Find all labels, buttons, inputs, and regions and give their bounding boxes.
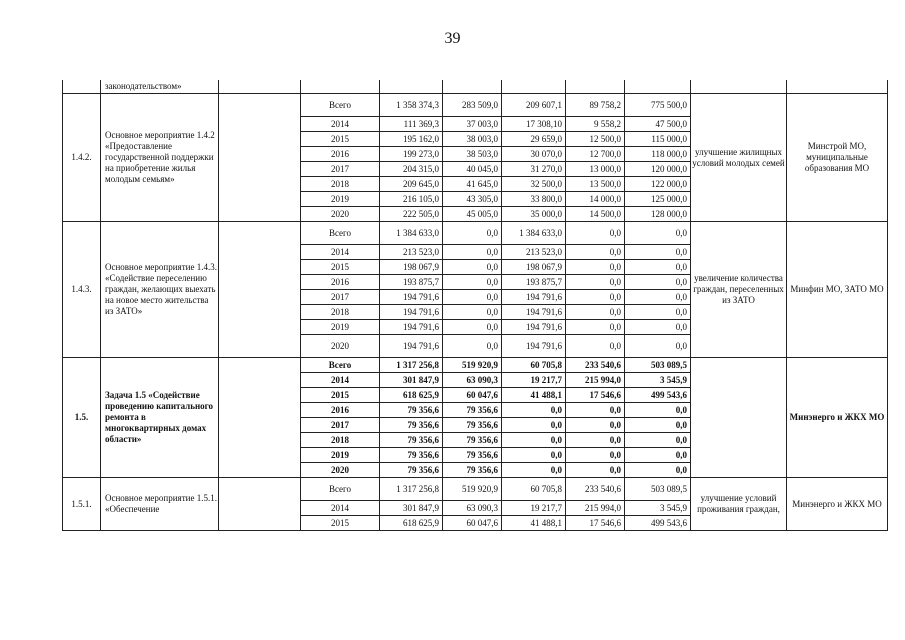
section-name: Задача 1.5 «Содействие проведению капитального ремонта в многоквартирных домах области» — [101, 358, 219, 478]
year-cell: 2020 — [301, 207, 380, 222]
year-cell: 2014 — [301, 501, 380, 516]
value-cell: 111 369,3 — [380, 117, 443, 132]
value-cell: 37 003,0 — [443, 117, 502, 132]
executor-cell — [787, 80, 888, 94]
value-cell: 45 005,0 — [443, 207, 502, 222]
value-cell: 79 356,6 — [380, 433, 443, 448]
value-cell — [566, 80, 625, 94]
section-code: 1.5.1. — [63, 478, 101, 531]
empty-cell — [219, 358, 301, 478]
value-cell: 32 500,0 — [502, 177, 566, 192]
value-cell: 0,0 — [625, 463, 691, 478]
year-cell: 2019 — [301, 448, 380, 463]
value-cell: 19 217,7 — [502, 501, 566, 516]
table-row — [63, 222, 888, 245]
value-cell: 0,0 — [566, 335, 625, 358]
value-cell: 31 270,0 — [502, 162, 566, 177]
section-name: Основное мероприятие 1.4.2 «Предоставление государственной поддержки на приобретение жилья молодым семьям» — [101, 94, 219, 222]
value-cell: 0,0 — [443, 290, 502, 305]
value-cell: 9 558,2 — [566, 117, 625, 132]
value-cell: 198 067,9 — [380, 260, 443, 275]
value-cell: 125 000,0 — [625, 192, 691, 207]
value-cell: 63 090,3 — [443, 501, 502, 516]
value-cell: 0,0 — [502, 403, 566, 418]
value-cell: 195 162,0 — [380, 132, 443, 147]
value-cell: 618 625,9 — [380, 516, 443, 531]
value-cell: 12 500,0 — [566, 132, 625, 147]
value-cell: 215 994,0 — [566, 501, 625, 516]
table-row — [63, 478, 888, 501]
year-cell: 2017 — [301, 290, 380, 305]
value-cell: 79 356,6 — [380, 448, 443, 463]
value-cell: 3 545,9 — [625, 501, 691, 516]
value-cell: 1 317 256,8 — [380, 358, 443, 373]
year-cell: 2014 — [301, 373, 380, 388]
value-cell — [380, 80, 443, 94]
value-cell: 0,0 — [502, 463, 566, 478]
value-cell: 503 089,5 — [625, 478, 691, 501]
value-cell: 301 847,9 — [380, 501, 443, 516]
value-cell: 199 273,0 — [380, 147, 443, 162]
section-code: 1.5. — [63, 358, 101, 478]
value-cell: 29 659,0 — [502, 132, 566, 147]
value-cell: 0,0 — [443, 260, 502, 275]
year-cell: 2016 — [301, 403, 380, 418]
empty-cell — [219, 222, 301, 358]
value-cell: 0,0 — [566, 320, 625, 335]
year-cell: 2014 — [301, 117, 380, 132]
value-cell: 17 308,10 — [502, 117, 566, 132]
year-cell: 2015 — [301, 132, 380, 147]
executor-cell: Минстрой МО, муниципальные образования МО — [787, 94, 888, 222]
value-cell: 60 705,8 — [502, 358, 566, 373]
value-cell: 222 505,0 — [380, 207, 443, 222]
executor-cell: Минфин МО, ЗАТО МО — [787, 222, 888, 358]
value-cell: 0,0 — [566, 448, 625, 463]
value-cell: 79 356,6 — [380, 403, 443, 418]
year-cell: 2020 — [301, 335, 380, 358]
year-cell: 2020 — [301, 463, 380, 478]
value-cell: 194 791,6 — [502, 305, 566, 320]
year-cell: 2015 — [301, 260, 380, 275]
result-cell: увеличение количества граждан, переселенных из ЗАТО — [691, 222, 787, 358]
value-cell: 283 509,0 — [443, 94, 502, 117]
value-cell: 79 356,6 — [443, 418, 502, 433]
value-cell: 519 920,9 — [443, 358, 502, 373]
empty-cell — [219, 478, 301, 531]
value-cell: 194 791,6 — [502, 335, 566, 358]
empty-cell — [219, 94, 301, 222]
value-cell: 60 047,6 — [443, 516, 502, 531]
name-cell: законодательством» — [101, 80, 219, 94]
value-cell: 0,0 — [625, 290, 691, 305]
executor-cell: Минэнерго и ЖКХ МО — [787, 358, 888, 478]
value-cell: 194 791,6 — [380, 320, 443, 335]
value-cell: 618 625,9 — [380, 388, 443, 403]
table-row — [63, 94, 888, 117]
value-cell: 194 791,6 — [502, 290, 566, 305]
value-cell: 60 705,8 — [502, 478, 566, 501]
code-cell — [63, 80, 101, 94]
value-cell: 40 045,0 — [443, 162, 502, 177]
executor-cell: Минэнерго и ЖКХ МО — [787, 478, 888, 531]
value-cell: 1 317 256,8 — [380, 478, 443, 501]
value-cell: 0,0 — [625, 433, 691, 448]
table-row — [63, 80, 888, 94]
value-cell: 194 791,6 — [380, 305, 443, 320]
value-cell: 209 607,1 — [502, 94, 566, 117]
value-cell: 194 791,6 — [380, 290, 443, 305]
result-cell: улучшение условий проживания граждан, — [691, 478, 787, 531]
table-row — [63, 358, 888, 373]
value-cell: 13 000,0 — [566, 162, 625, 177]
value-cell: 120 000,0 — [625, 162, 691, 177]
value-cell: 14 500,0 — [566, 207, 625, 222]
year-cell: Всего — [301, 222, 380, 245]
value-cell: 128 000,0 — [625, 207, 691, 222]
value-cell — [443, 80, 502, 94]
value-cell: 122 000,0 — [625, 177, 691, 192]
value-cell: 17 546,6 — [566, 516, 625, 531]
value-cell: 89 758,2 — [566, 94, 625, 117]
value-cell: 0,0 — [502, 448, 566, 463]
result-cell: улучшение жилищных условий молодых семей — [691, 94, 787, 222]
value-cell: 0,0 — [566, 245, 625, 260]
value-cell: 79 356,6 — [380, 418, 443, 433]
value-cell: 233 540,6 — [566, 478, 625, 501]
value-cell: 0,0 — [625, 245, 691, 260]
value-cell: 3 545,9 — [625, 373, 691, 388]
value-cell: 0,0 — [443, 222, 502, 245]
value-cell: 0,0 — [625, 320, 691, 335]
year-cell: 2018 — [301, 305, 380, 320]
value-cell: 0,0 — [566, 433, 625, 448]
value-cell: 0,0 — [566, 290, 625, 305]
value-cell: 33 800,0 — [502, 192, 566, 207]
year-cell: Всего — [301, 478, 380, 501]
value-cell: 1 384 633,0 — [380, 222, 443, 245]
value-cell: 115 000,0 — [625, 132, 691, 147]
section-name: Основное мероприятие 1.5.1. «Обеспечение — [101, 478, 219, 531]
value-cell: 193 875,7 — [502, 275, 566, 290]
value-cell: 0,0 — [566, 403, 625, 418]
value-cell: 0,0 — [443, 245, 502, 260]
value-cell: 79 356,6 — [443, 403, 502, 418]
section-name: Основное мероприятие 1.4.3. «Содействие переселению граждан, желающих выехать на новое место жительства из ЗАТО» — [101, 222, 219, 358]
empty-cell — [219, 80, 301, 94]
year-cell: 2015 — [301, 388, 380, 403]
year-cell: 2016 — [301, 147, 380, 162]
value-cell: 0,0 — [625, 335, 691, 358]
value-cell: 63 090,3 — [443, 373, 502, 388]
value-cell — [502, 80, 566, 94]
value-cell: 0,0 — [625, 275, 691, 290]
value-cell: 0,0 — [566, 305, 625, 320]
value-cell: 47 500,0 — [625, 117, 691, 132]
value-cell: 519 920,9 — [443, 478, 502, 501]
value-cell — [625, 80, 691, 94]
value-cell: 0,0 — [502, 433, 566, 448]
year-cell: Всего — [301, 358, 380, 373]
year-cell: Всего — [301, 94, 380, 117]
value-cell: 14 000,0 — [566, 192, 625, 207]
value-cell: 0,0 — [566, 418, 625, 433]
value-cell: 79 356,6 — [443, 433, 502, 448]
value-cell: 79 356,6 — [443, 448, 502, 463]
value-cell: 41 645,0 — [443, 177, 502, 192]
value-cell: 209 645,0 — [380, 177, 443, 192]
value-cell: 43 305,0 — [443, 192, 502, 207]
budget-table — [62, 80, 888, 531]
value-cell: 499 543,6 — [625, 516, 691, 531]
value-cell: 13 500,0 — [566, 177, 625, 192]
value-cell: 503 089,5 — [625, 358, 691, 373]
year-cell: 2018 — [301, 433, 380, 448]
value-cell: 0,0 — [566, 463, 625, 478]
value-cell: 204 315,0 — [380, 162, 443, 177]
year-cell: 2016 — [301, 275, 380, 290]
result-cell — [691, 80, 787, 94]
page-number: 39 — [444, 30, 461, 47]
value-cell: 17 546,6 — [566, 388, 625, 403]
value-cell: 0,0 — [566, 275, 625, 290]
value-cell: 0,0 — [566, 260, 625, 275]
value-cell: 775 500,0 — [625, 94, 691, 117]
year-cell: 2017 — [301, 418, 380, 433]
value-cell: 198 067,9 — [502, 260, 566, 275]
value-cell: 0,0 — [625, 260, 691, 275]
value-cell: 41 488,1 — [502, 388, 566, 403]
value-cell: 0,0 — [443, 305, 502, 320]
value-cell: 41 488,1 — [502, 516, 566, 531]
value-cell: 0,0 — [443, 335, 502, 358]
value-cell: 233 540,6 — [566, 358, 625, 373]
value-cell: 60 047,6 — [443, 388, 502, 403]
year-cell: 2014 — [301, 245, 380, 260]
year-cell — [301, 80, 380, 94]
section-code: 1.4.3. — [63, 222, 101, 358]
value-cell: 30 070,0 — [502, 147, 566, 162]
value-cell: 0,0 — [625, 222, 691, 245]
value-cell: 0,0 — [443, 275, 502, 290]
value-cell: 12 700,0 — [566, 147, 625, 162]
value-cell: 301 847,9 — [380, 373, 443, 388]
section-code: 1.4.2. — [63, 94, 101, 222]
year-cell: 2017 — [301, 162, 380, 177]
value-cell: 0,0 — [625, 305, 691, 320]
value-cell: 118 000,0 — [625, 147, 691, 162]
year-cell: 2018 — [301, 177, 380, 192]
value-cell: 216 105,0 — [380, 192, 443, 207]
result-cell — [691, 358, 787, 478]
value-cell: 193 875,7 — [380, 275, 443, 290]
value-cell: 213 523,0 — [502, 245, 566, 260]
year-cell: 2015 — [301, 516, 380, 531]
value-cell: 213 523,0 — [380, 245, 443, 260]
value-cell: 0,0 — [443, 320, 502, 335]
value-cell: 1 358 374,3 — [380, 94, 443, 117]
value-cell: 35 000,0 — [502, 207, 566, 222]
year-cell: 2019 — [301, 192, 380, 207]
value-cell: 215 994,0 — [566, 373, 625, 388]
value-cell: 38 503,0 — [443, 147, 502, 162]
value-cell: 0,0 — [625, 418, 691, 433]
value-cell: 194 791,6 — [380, 335, 443, 358]
value-cell: 79 356,6 — [380, 463, 443, 478]
value-cell: 1 384 633,0 — [502, 222, 566, 245]
value-cell: 19 217,7 — [502, 373, 566, 388]
value-cell: 0,0 — [566, 222, 625, 245]
value-cell: 0,0 — [502, 418, 566, 433]
value-cell: 38 003,0 — [443, 132, 502, 147]
year-cell: 2019 — [301, 320, 380, 335]
value-cell: 79 356,6 — [443, 463, 502, 478]
value-cell: 499 543,6 — [625, 388, 691, 403]
value-cell: 0,0 — [625, 403, 691, 418]
value-cell: 194 791,6 — [502, 320, 566, 335]
value-cell: 0,0 — [625, 448, 691, 463]
